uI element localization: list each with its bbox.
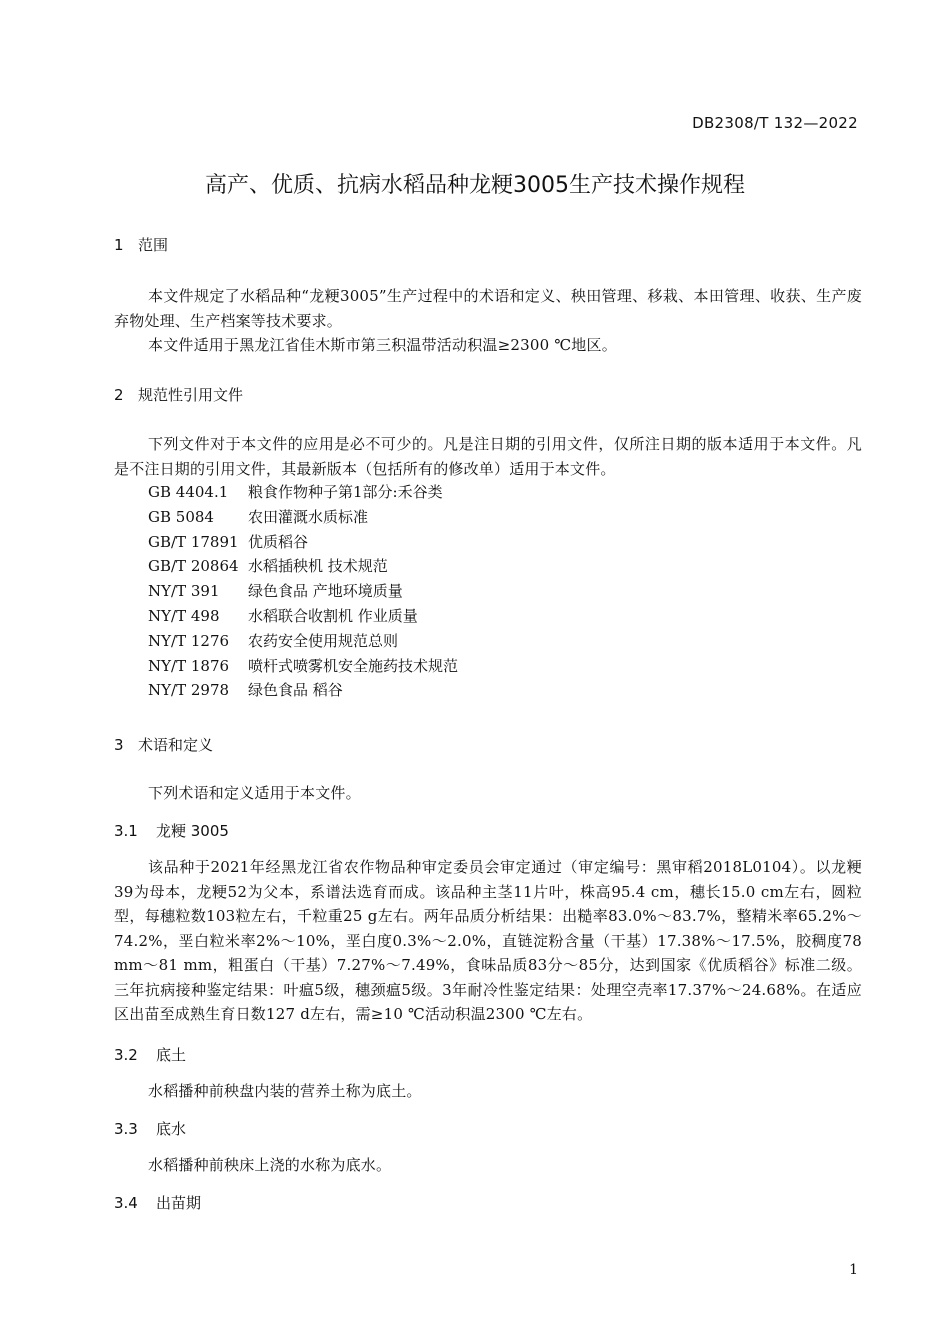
section-number: 2 <box>114 386 124 404</box>
term-3-3-heading <box>114 1118 186 1139</box>
reference-name: 农田灌溉水质标准 <box>248 507 369 526</box>
reference-name: 喷杆式喷雾机安全施药技术规范 <box>248 656 459 675</box>
reference-item <box>148 629 458 654</box>
section-1-paragraph-1: 本文件规定了水稻品种“龙粳3005”生产过程中的术语和定义、秧田管理、移栽、本田管理、收获、生产废弃物处理、生产档案等技术要求。 <box>114 287 862 330</box>
section-1-heading <box>114 234 168 255</box>
page-number: 1 <box>849 1262 858 1278</box>
reference-item <box>148 530 458 555</box>
term-title: 底土 <box>156 1046 187 1064</box>
term-3-3-definition: 水稻播种前秧床上浇的水称为底水。 <box>148 1156 392 1174</box>
section-number: 3 <box>114 736 124 754</box>
reference-code: GB 4404.1 <box>148 483 229 501</box>
reference-item <box>148 480 458 505</box>
section-title: 范围 <box>138 236 169 254</box>
reference-name: 农药安全使用规范总则 <box>248 631 399 650</box>
term-number: 3.1 <box>114 822 138 840</box>
term-title: 底水 <box>156 1120 187 1138</box>
reference-code: GB/T 20864 <box>148 557 239 576</box>
reference-code: NY/T 1876 <box>148 656 230 675</box>
section-number: 1 <box>114 236 124 254</box>
reference-item <box>148 654 458 679</box>
section-2-heading <box>114 384 243 405</box>
term-3-2-definition: 水稻播种前秧盘内装的营养土称为底土。 <box>148 1082 422 1100</box>
reference-name: 优质稻谷 <box>248 532 309 551</box>
section-title: 术语和定义 <box>138 736 214 754</box>
term-number: 3.2 <box>114 1046 138 1064</box>
reference-item <box>148 579 458 604</box>
reference-item <box>148 604 458 629</box>
reference-item <box>148 554 458 579</box>
reference-name: 粮食作物种子第1部分:禾谷类 <box>248 483 443 501</box>
term-title: 出苗期 <box>156 1194 202 1212</box>
reference-code: NY/T 391 <box>148 582 220 601</box>
reference-name: 绿色食品 产地环境质量 <box>248 582 403 601</box>
section-title: 规范性引用文件 <box>138 386 244 404</box>
reference-item <box>148 678 458 703</box>
section-3-intro: 下列术语和定义适用于本文件。 <box>148 784 361 802</box>
reference-code: NY/T 2978 <box>148 681 230 700</box>
section-1-paragraph-2: 本文件适用于黑龙江省佳木斯市第三积温带活动积温≥2300 ℃地区。 <box>148 336 617 354</box>
section-2-intro: 下列文件对于本文件的应用是必不可少的。凡是注日期的引用文件，仅所注日期的版本适用于本文件。凡是不注日期的引用文件，其最新版本（包括所有的修改单）适用于本文件。 <box>114 435 862 478</box>
document-title: 高产、优质、抗病水稻品种龙粳3005生产技术操作规程 <box>205 173 745 198</box>
term-number: 3.4 <box>114 1194 138 1212</box>
term-3-2-heading <box>114 1044 186 1065</box>
term-3-4-heading <box>114 1192 201 1213</box>
reference-code: GB/T 17891 <box>148 532 239 551</box>
term-3-1-heading <box>114 820 229 841</box>
term-3-1-definition: 该品种于2021年经黑龙江省农作物品种审定委员会审定通过（审定编号：黑审稻2018L0104）。以龙粳39为母本，龙粳52为父本，系谱法选育而成。该品种主茎11片叶，株高95.4 cm，穗长15.0 cm左右，圆粒型，每穗粒数103粒左右，千粒重25 g左右。两年品质分析结果：出糙率83.0%～83.7%，整精米率65.2%～74.2%，垩白粒米率2%～10%，垩白度0.3%～2.0%，直链淀粉含量（干基）17.38%～17.5%，胶稠度78 mm～81 mm，粗蛋白（干基）7.27%～7.49%，食味品质83分～85分，达到国家《优质稻谷》标准二级。三年抗病接种鉴定结果：叶瘟5级，穗颈瘟5级。3年耐冷性鉴定结果：处理空壳率17.37%～24.68%。在适应区出苗至成熟生育日数127 d左右，需≥10 ℃活动积温2300 ℃左右。 <box>114 858 862 1023</box>
term-title: 龙粳 3005 <box>156 822 229 840</box>
reference-code: NY/T 498 <box>148 606 220 625</box>
reference-code: NY/T 1276 <box>148 631 230 650</box>
reference-name: 水稻插秧机 技术规范 <box>248 557 388 576</box>
standard-code: DB2308/T 132—2022 <box>692 114 858 132</box>
reference-item <box>148 505 458 530</box>
reference-name: 绿色食品 稻谷 <box>248 681 343 700</box>
reference-code: GB 5084 <box>148 507 214 526</box>
reference-list <box>148 480 458 703</box>
section-3-heading <box>114 734 213 755</box>
term-number: 3.3 <box>114 1120 138 1138</box>
reference-name: 水稻联合收割机 作业质量 <box>248 606 418 625</box>
